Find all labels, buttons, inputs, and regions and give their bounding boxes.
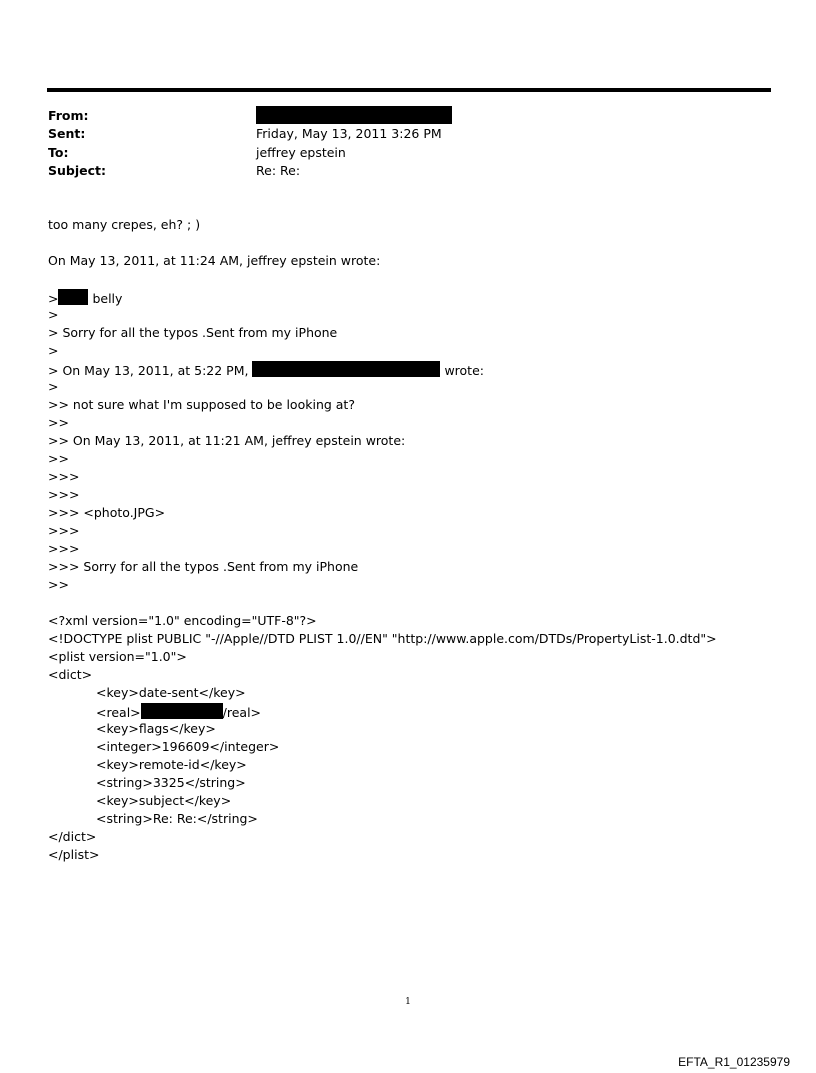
quoted-text: wrote: bbox=[440, 363, 484, 378]
redaction-block bbox=[256, 106, 452, 124]
from-value bbox=[256, 106, 452, 125]
plist-real-line bbox=[96, 703, 261, 720]
header-rule bbox=[47, 88, 771, 92]
plist-text: /real> bbox=[222, 705, 262, 720]
plist-line: <dict> bbox=[48, 667, 93, 682]
quoted-text: > On May 13, 2011, at 5:22 PM, bbox=[48, 363, 253, 378]
plist-line: <string>Re: Re:</string> bbox=[96, 811, 258, 826]
plist-line: <!DOCTYPE plist PUBLIC "-//Apple//DTD PLIST 1.0//EN" "http://www.apple.com/DTDs/PropertyList-1.0.dtd"> bbox=[48, 631, 717, 646]
plist-line: <?xml version="1.0" encoding="UTF-8"?> bbox=[48, 613, 317, 628]
plist-line: <key>remote-id</key> bbox=[96, 757, 247, 772]
sent-value: Friday, May 13, 2011 3:26 PM bbox=[256, 126, 442, 141]
attribution-line: On May 13, 2011, at 11:24 AM, jeffrey epstein wrote: bbox=[48, 253, 381, 268]
quoted-text: belly bbox=[88, 291, 123, 306]
quoted-line: >> On May 13, 2011, at 11:21 AM, jeffrey epstein wrote: bbox=[48, 433, 406, 448]
plist-line: </plist> bbox=[48, 847, 100, 862]
plist-line: </dict> bbox=[48, 829, 97, 844]
quoted-line: >> bbox=[48, 577, 69, 592]
to-label: To: bbox=[48, 145, 69, 160]
subject-label: Subject: bbox=[48, 163, 106, 178]
plist-text: <real> bbox=[96, 705, 141, 720]
from-label: From: bbox=[48, 108, 89, 123]
quoted-line: > bbox=[48, 379, 59, 394]
quoted-attribution-line bbox=[48, 361, 484, 378]
subject-value: Re: Re: bbox=[256, 163, 301, 178]
quoted-line-belly bbox=[48, 289, 122, 306]
quoted-line: > bbox=[48, 307, 59, 322]
plist-line: <plist version="1.0"> bbox=[48, 649, 187, 664]
quoted-line: >>> bbox=[48, 523, 80, 538]
redaction-block bbox=[252, 361, 440, 377]
quoted-line: >>> bbox=[48, 541, 80, 556]
reply-text: too many crepes, eh? ; ) bbox=[48, 217, 201, 232]
quoted-line: >> bbox=[48, 415, 69, 430]
page-number: 1 bbox=[405, 997, 411, 1007]
quote-marker: > bbox=[48, 291, 59, 306]
redaction-block bbox=[141, 703, 223, 719]
to-value: jeffrey epstein bbox=[256, 145, 346, 160]
sent-label: Sent: bbox=[48, 126, 86, 141]
quoted-line: >>> bbox=[48, 487, 80, 502]
plist-line: <key>flags</key> bbox=[96, 721, 216, 736]
plist-line: <integer>196609</integer> bbox=[96, 739, 280, 754]
bates-number: EFTA_R1_01235979 bbox=[678, 1055, 790, 1069]
quoted-line: >> not sure what I'm supposed to be looking at? bbox=[48, 397, 355, 412]
plist-line: <string>3325</string> bbox=[96, 775, 246, 790]
quoted-line: > Sorry for all the typos .Sent from my iPhone bbox=[48, 325, 338, 340]
quoted-line: >>> <photo.JPG> bbox=[48, 505, 166, 520]
quoted-line: >> bbox=[48, 451, 69, 466]
plist-line: <key>date-sent</key> bbox=[96, 685, 246, 700]
quoted-line: > bbox=[48, 343, 59, 358]
redaction-block bbox=[58, 289, 88, 305]
plist-line: <key>subject</key> bbox=[96, 793, 232, 808]
quoted-line: >>> Sorry for all the typos .Sent from my iPhone bbox=[48, 559, 359, 574]
quoted-line: >>> bbox=[48, 469, 80, 484]
